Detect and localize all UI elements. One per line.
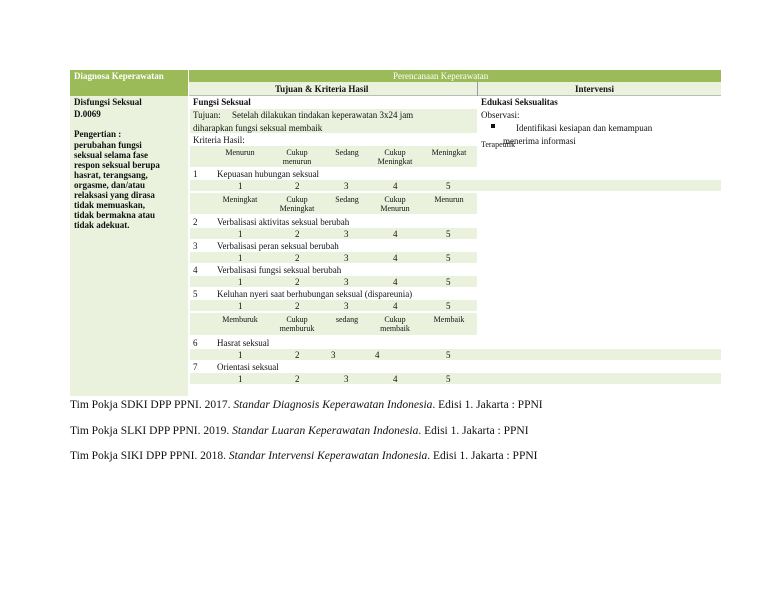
observasi-item-1: Identifikasi kesiapan dan kemampuan bbox=[516, 123, 653, 133]
score-row-3 bbox=[190, 252, 477, 263]
score-row-1 bbox=[190, 180, 477, 191]
outcome-title: Fungsi Seksual bbox=[193, 97, 251, 107]
score-row-5 bbox=[190, 300, 477, 311]
criterion-3: Verbalisasi peran seksual berubah bbox=[217, 241, 339, 251]
intervention-title: Edukasi Seksualitas bbox=[481, 97, 558, 107]
kriteria-label: Kriteria Hasil: bbox=[193, 135, 245, 145]
criterion-6: Hasrat seksual bbox=[217, 338, 270, 348]
diagnosis-code: D.0069 bbox=[74, 109, 101, 119]
criterion-4: Verbalisasi fungsi seksual berubah bbox=[217, 265, 342, 275]
bullet-icon bbox=[491, 124, 495, 128]
cut-off-text: Terapeutik bbox=[481, 140, 516, 149]
criterion-7: Orientasi seksual bbox=[217, 362, 279, 372]
diagnosa-header: Diagnosa Keperawatan bbox=[74, 71, 164, 81]
observasi-label: Observasi: bbox=[481, 110, 520, 120]
tujuan-text-2: diharapkan fungsi seksual membaik bbox=[193, 123, 323, 133]
definition-label: Pengertian : bbox=[74, 129, 122, 139]
score-row-2 bbox=[190, 228, 477, 239]
score-row-4 bbox=[190, 276, 477, 287]
definition-text: perubahan fungsi seksual selama fase respon seksual berupa hasrat, terangsang, orgasme, dan/atau relaksasi yang dirasa tidak memuaskan, tidak bermakna atau tidak adekuat. bbox=[74, 140, 160, 230]
reference-1: Tim Pokja SDKI DPP PPNI. 2017. Standar Diagnosis Keperawatan Indonesia. Edisi 1. Jakarta : PPNI bbox=[70, 399, 543, 411]
tujuan-text-1: Setelah dilakukan tindakan keperawatan 3x24 jam bbox=[232, 110, 414, 120]
intervensi-header: Intervensi bbox=[575, 84, 614, 94]
criterion-2: Verbalisasi aktivitas seksual berubah bbox=[217, 217, 350, 227]
perencanaan-header: Perencanaan Keperawatan bbox=[393, 71, 489, 81]
criterion-5: Keluhan nyeri saat berhubungan seksual (dispareunia) bbox=[217, 289, 413, 299]
tujuan-header: Tujuan & Kriteria Hasil bbox=[275, 84, 369, 94]
score-row-7 bbox=[190, 373, 477, 384]
criterion-1: Kepuasan hubungan seksual bbox=[217, 169, 319, 179]
diagnosis-name: Disfungsi Seksual bbox=[74, 97, 142, 107]
observasi-item-1-cont: menerima informasi bbox=[503, 136, 576, 146]
tujuan-label: Tujuan: bbox=[193, 110, 221, 120]
reference-2: Tim Pokja SLKI DPP PPNI. 2019. Standar Luaran Keperawatan Indonesia. Edisi 1. Jakarta : PPNI bbox=[70, 425, 529, 437]
reference-3: Tim Pokja SIKI DPP PPNI. 2018. Standar Intervensi Keperawatan Indonesia. Edisi 1. Jakarta : PPNI bbox=[70, 450, 538, 462]
